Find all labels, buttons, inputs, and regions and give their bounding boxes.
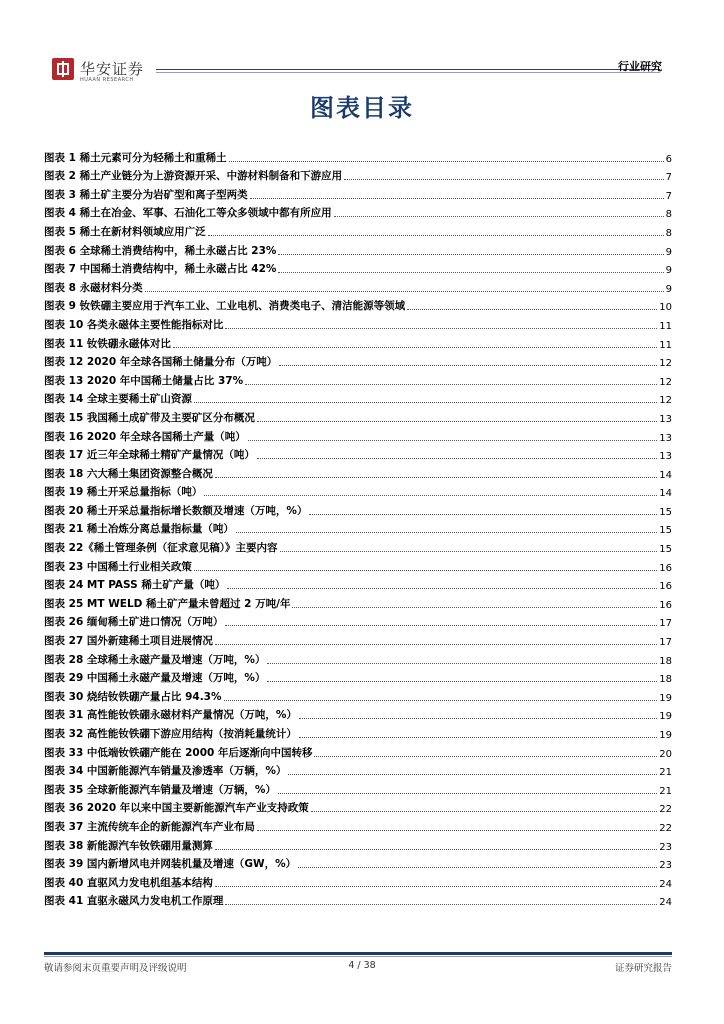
toc-entry-page[interactable]: 11	[659, 320, 672, 332]
toc-entry[interactable]	[44, 258, 672, 277]
toc-leader-dots	[227, 588, 657, 589]
toc-leader-dots	[257, 421, 657, 422]
toc-entry[interactable]	[44, 165, 672, 184]
toc-leader-dots	[407, 309, 657, 310]
toc-leader-dots	[278, 254, 663, 255]
toc-leader-dots	[334, 216, 664, 217]
toc-entry-page[interactable]: 7	[665, 172, 672, 184]
toc-entry-page[interactable]: 19	[659, 730, 672, 741]
toc-entry-label[interactable]: 图表 15 我国稀土成矿带及主要矿区分布概况	[44, 411, 255, 424]
toc-entry-page[interactable]: 16	[659, 581, 672, 593]
toc-entry-label[interactable]: 图表 6 全球稀土消费结构中，稀土永磁占比 23%	[44, 244, 277, 257]
toc-leader-dots	[309, 514, 657, 515]
toc-entry-label[interactable]: 图表 2 稀土产业链分为上游资源开采、中游材料制备和下游应用	[44, 170, 343, 183]
toc-leader-dots	[145, 291, 664, 292]
toc-entry-page[interactable]: 6	[665, 153, 672, 165]
toc-entry-page[interactable]: 24	[659, 897, 672, 909]
toc-entry-label[interactable]: 图表 39 国内新增风电并网装机量及增速（GW，%）	[44, 858, 297, 871]
page-number: 4 / 38	[348, 960, 376, 971]
toc-entry[interactable]	[44, 536, 672, 555]
toc-leader-dots	[279, 365, 657, 366]
toc-entry-label[interactable]: 图表 10 各类永磁体主要性能指标对比	[44, 318, 224, 331]
toc-leader-dots	[288, 774, 657, 775]
toc-entry-label[interactable]: 图表 17 近三年全球稀土精矿产量情况（吨）	[44, 449, 255, 462]
toc-entry-page[interactable]: 21	[659, 767, 672, 779]
logo-subtext: HUAAN RESEARCH	[80, 77, 134, 83]
toc-entry-label[interactable]: 图表 40 直驱风力发电机组基本结构	[44, 876, 213, 889]
toc-leader-dots	[299, 718, 657, 719]
toc-entry[interactable]	[44, 890, 672, 909]
toc-entry-page[interactable]: 11	[659, 339, 672, 351]
toc-entry-label[interactable]: 图表 16 2020 年全球各国稀土产量（吨）	[44, 430, 246, 443]
toc-entry[interactable]	[44, 239, 672, 258]
toc-entry-label[interactable]: 图表 8 永磁材料分类	[44, 281, 143, 294]
toc-entry[interactable]	[44, 444, 672, 463]
toc-leader-dots	[225, 904, 657, 905]
toc-leader-dots	[311, 811, 657, 812]
toc-entry[interactable]	[44, 481, 672, 500]
toc-entry-page[interactable]: 13	[659, 451, 672, 463]
toc-leader-dots	[229, 161, 664, 162]
toc-entry-page[interactable]: 15	[659, 544, 672, 556]
toc-entry-label[interactable]: 图表 27 国外新建稀土项目进展情况	[44, 635, 213, 648]
toc-entry-label[interactable]: 图表 1 稀土元素可分为轻稀土和重稀土	[44, 151, 227, 164]
logo-seal-icon	[52, 58, 74, 80]
toc-entry[interactable]	[44, 741, 672, 760]
toc-entry-label[interactable]: 图表 22《稀土管理条例（征求意见稿）》主要内容	[44, 542, 278, 555]
toc-entry-label[interactable]: 图表 4 稀土在冶金、军事、石油化工等众多领域中都有所应用	[44, 207, 332, 220]
toc-leader-dots	[280, 551, 658, 552]
toc-leader-dots	[257, 458, 657, 459]
section-label: 行业研究	[618, 60, 662, 73]
toc-leader-dots	[215, 886, 657, 887]
toc-leader-dots	[208, 235, 664, 236]
toc-entry-page[interactable]: 20	[659, 748, 672, 760]
toc-entry[interactable]	[44, 295, 672, 314]
toc-entry-label[interactable]: 图表 24 MT PASS 稀土矿产量（吨）	[44, 579, 226, 592]
logo-text: 华安证券	[80, 60, 145, 78]
page-header	[52, 58, 672, 84]
toc-entry-page[interactable]: 9	[665, 283, 672, 295]
toc-leader-dots	[267, 681, 657, 682]
toc-entry[interactable]	[44, 462, 672, 481]
toc-entry[interactable]	[44, 853, 672, 872]
toc-entry-page[interactable]: 10	[659, 302, 672, 314]
toc-entry-label[interactable]: 图表 7 中国稀土消费结构中，稀土永磁占比 42%	[44, 263, 277, 276]
toc-leader-dots	[257, 830, 657, 831]
toc-entry[interactable]	[44, 704, 672, 723]
toc-entry-page[interactable]: 16	[659, 562, 672, 574]
toc-entry[interactable]	[44, 332, 672, 351]
toc-leader-dots	[215, 644, 657, 645]
toc-leader-dots	[204, 495, 657, 496]
toc-entry[interactable]	[44, 406, 672, 425]
footer-report-type: 证券研究报告	[614, 963, 672, 974]
toc-entry-label[interactable]: 图表 19 稀土开采总量指标（吨）	[44, 486, 203, 499]
toc-entry-label[interactable]: 图表 18 六大稀土集团资源整合概况	[44, 467, 213, 480]
toc-leader-dots	[299, 737, 657, 738]
table-of-figures	[44, 146, 672, 908]
toc-entry[interactable]	[44, 629, 672, 648]
toc-leader-dots	[225, 328, 657, 329]
toc-leader-dots	[225, 625, 657, 626]
toc-entry-label[interactable]: 图表 33 中低端钕铁硼产能在 2000 年后逐渐向中国转移	[44, 746, 313, 759]
toc-entry-label[interactable]: 图表 38 新能源汽车钕铁硼用量测算	[44, 839, 213, 852]
toc-leader-dots	[215, 477, 657, 478]
page-title: 图表目录	[310, 94, 414, 122]
toc-leader-dots	[194, 570, 657, 571]
toc-entry-page[interactable]: 23	[659, 841, 672, 853]
toc-entry-label[interactable]: 图表 9 钕铁硼主要应用于汽车工业、工业电机、消费类电子、清洁能源等领域	[44, 300, 406, 313]
toc-entry-page[interactable]: 15	[659, 525, 672, 537]
toc-entry-label[interactable]: 图表 3 稀土矿主要分为岩矿型和离子型两类	[44, 188, 248, 201]
toc-entry-page[interactable]: 12	[659, 395, 672, 407]
toc-entry-page[interactable]: 18	[659, 655, 672, 667]
toc-entry[interactable]	[44, 369, 672, 388]
header-divider-thin	[156, 72, 660, 73]
toc-entry-label[interactable]: 图表 36 2020 年以来中国主要新能源汽车产业支持政策	[44, 802, 309, 815]
toc-entry-page[interactable]: 7	[665, 190, 672, 202]
toc-entry-label[interactable]: 图表 35 全球新能源汽车销量及增速（万辆，%）	[44, 783, 276, 796]
toc-leader-dots	[314, 756, 657, 757]
toc-entry-page[interactable]: 9	[665, 246, 672, 258]
toc-entry-label[interactable]: 图表 21 稀土冶炼分离总量指标量（吨）	[44, 523, 234, 536]
toc-leader-dots	[245, 384, 657, 385]
toc-entry-label[interactable]: 图表 28 全球稀土永磁产量及增速（万吨，%）	[44, 653, 266, 666]
toc-entry-page[interactable]: 14	[659, 469, 672, 481]
toc-entry-label[interactable]: 图表 11 钕铁硼永磁体对比	[44, 337, 171, 350]
toc-entry[interactable]	[44, 555, 672, 574]
toc-entry[interactable]	[44, 834, 672, 853]
toc-entry-page[interactable]: 17	[659, 618, 672, 630]
toc-entry-label[interactable]: 图表 34 中国新能源汽车销量及渗透率（万辆，%）	[44, 765, 287, 778]
toc-entry-label[interactable]: 图表 41 直驱永磁风力发电机工作原理	[44, 895, 224, 908]
toc-leader-dots	[248, 440, 657, 441]
toc-entry-page[interactable]: 9	[665, 265, 672, 277]
toc-entry-label[interactable]: 图表 37 主流传统车企的新能源汽车产业布局	[44, 820, 255, 833]
toc-entry-page[interactable]: 8	[665, 209, 672, 221]
toc-entry[interactable]	[44, 722, 672, 741]
toc-entry-page[interactable]: 14	[659, 488, 672, 500]
toc-entry[interactable]	[44, 220, 672, 239]
toc-entry-page[interactable]: 13	[659, 413, 672, 425]
toc-entry[interactable]	[44, 685, 672, 704]
toc-entry-page[interactable]: 21	[659, 785, 672, 797]
toc-leader-dots	[344, 179, 664, 180]
toc-entry[interactable]	[44, 778, 672, 797]
toc-entry-label[interactable]: 图表 31 高性能钕铁硼永磁材料产量情况（万吨，%）	[44, 709, 297, 722]
toc-entry[interactable]	[44, 815, 672, 834]
toc-entry-label[interactable]: 图表 25 MT WELD 稀土矿产量未曾超过 2 万吨/年	[44, 597, 291, 610]
toc-leader-dots	[278, 272, 663, 273]
toc-entry-page[interactable]: 19	[659, 711, 672, 723]
toc-leader-dots	[250, 198, 664, 199]
toc-entry-label[interactable]: 图表 29 中国稀土永磁产量及增速（万吨，%）	[44, 672, 266, 685]
toc-entry-label[interactable]: 图表 5 稀土在新材料领域应用广泛	[44, 225, 206, 238]
toc-entry-page[interactable]: 12	[659, 376, 672, 388]
header-divider	[156, 69, 660, 70]
toc-entry-page[interactable]: 17	[659, 637, 672, 649]
toc-entry[interactable]	[44, 574, 672, 593]
toc-entry-label[interactable]: 图表 20 稀土开采总量指标增长数额及增速（万吨，%）	[44, 504, 308, 517]
toc-entry-label[interactable]: 图表 12 2020 年全球各国稀土储量分布（万吨）	[44, 356, 278, 369]
toc-entry[interactable]	[44, 276, 672, 295]
toc-entry[interactable]	[44, 425, 672, 444]
footer-disclaimer: 敬请参阅末页重要声明及评级说明	[44, 963, 187, 974]
toc-entry[interactable]	[44, 611, 672, 630]
toc-entry-page[interactable]: 23	[659, 860, 672, 872]
toc-entry[interactable]	[44, 499, 672, 518]
toc-entry-label[interactable]: 图表 30 烧结钕铁硼产量占比 94.3%	[44, 690, 222, 703]
toc-entry-page[interactable]: 12	[659, 358, 672, 370]
toc-entry[interactable]	[44, 518, 672, 537]
toc-leader-dots	[215, 849, 657, 850]
toc-entry[interactable]	[44, 797, 672, 816]
toc-entry-page[interactable]: 15	[659, 506, 672, 518]
toc-entry-page[interactable]: 22	[659, 804, 672, 816]
toc-entry-label[interactable]: 图表 32 高性能钕铁硼下游应用结构（按消耗量统计）	[44, 728, 297, 740]
toc-leader-dots	[194, 402, 657, 403]
toc-leader-dots	[224, 700, 658, 701]
toc-leader-dots	[298, 867, 657, 868]
footer-divider	[44, 952, 672, 955]
toc-entry[interactable]	[44, 183, 672, 202]
toc-entry-page[interactable]: 22	[659, 822, 672, 834]
toc-leader-dots	[236, 532, 657, 533]
toc-entry[interactable]	[44, 592, 672, 611]
toc-entry-page[interactable]: 18	[659, 674, 672, 686]
toc-entry-page[interactable]: 19	[659, 692, 672, 704]
toc-leader-dots	[278, 793, 657, 794]
toc-entry-page[interactable]: 16	[659, 599, 672, 611]
toc-leader-dots	[292, 607, 657, 608]
toc-entry[interactable]	[44, 760, 672, 779]
toc-entry[interactable]	[44, 146, 672, 165]
toc-leader-dots	[173, 347, 657, 348]
toc-entry[interactable]	[44, 313, 672, 332]
footer-divider-thin	[44, 956, 672, 957]
toc-entry-page[interactable]: 8	[665, 227, 672, 239]
toc-entry-label[interactable]: 图表 14 全球主要稀土矿山资源	[44, 393, 192, 406]
toc-entry[interactable]	[44, 351, 672, 370]
toc-entry-page[interactable]: 24	[659, 878, 672, 890]
toc-entry-label[interactable]: 图表 13 2020 年中国稀土储量占比 37%	[44, 374, 244, 387]
toc-leader-dots	[267, 663, 657, 664]
toc-entry[interactable]	[44, 388, 672, 407]
toc-entry[interactable]	[44, 871, 672, 890]
toc-entry-page[interactable]: 13	[659, 432, 672, 444]
toc-entry[interactable]	[44, 667, 672, 686]
toc-entry-label[interactable]: 图表 26 缅甸稀土矿进口情况（万吨）	[44, 616, 224, 629]
toc-entry[interactable]	[44, 648, 672, 667]
toc-entry-label[interactable]: 图表 23 中国稀土行业相关政策	[44, 560, 192, 573]
toc-entry[interactable]	[44, 202, 672, 221]
